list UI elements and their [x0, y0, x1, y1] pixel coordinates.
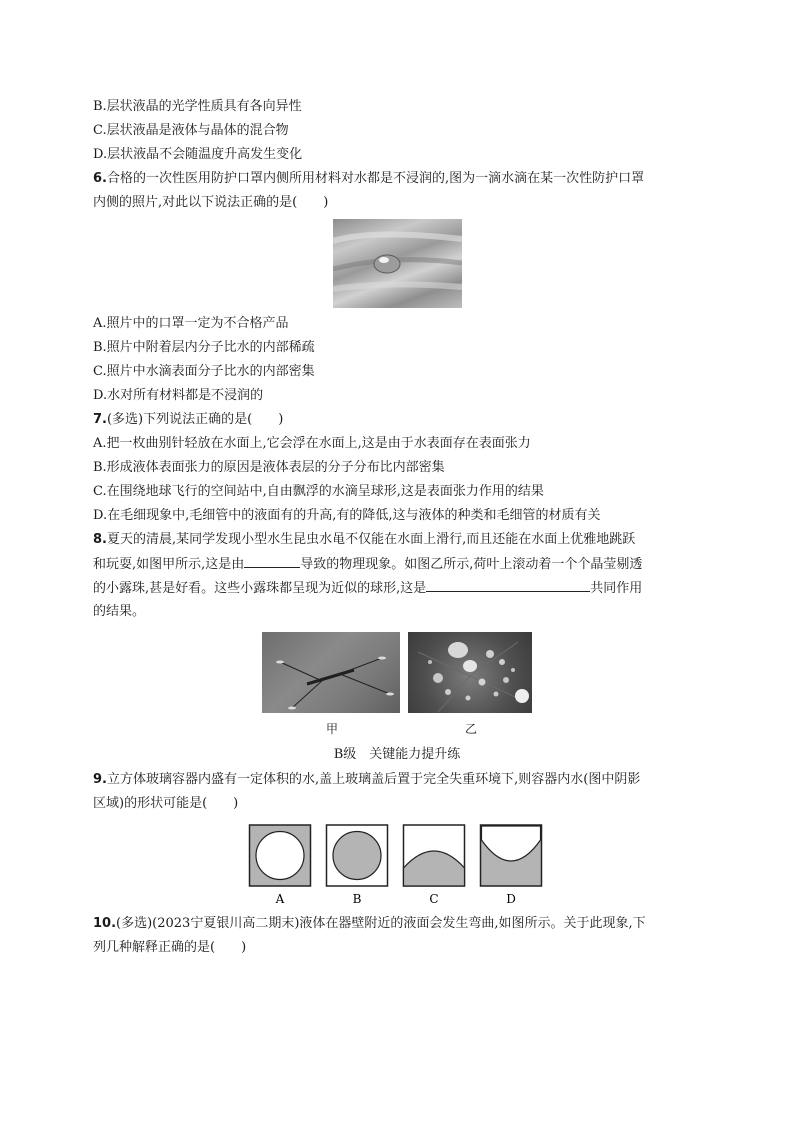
q9-number: 9. [93, 772, 107, 787]
q7-option-a: A.把一枚曲别针轻放在水面上,它会浮在水面上,这是由于水表面存在表面张力 [93, 436, 531, 451]
q9-option-c-shape [404, 825, 465, 886]
q7-option-b: B.形成液体表面张力的原因是液体表层的分子分布比内部密集 [93, 460, 445, 475]
q10-line1: 10.(多选)(2023宁夏银川高二期末)液体在器壁附近的液面会发生弯曲,如图所示。关于此现象,下 [93, 916, 646, 931]
q8-line2: 和玩耍,如图甲所示,这是由 导致的物理现象。如图乙所示,荷叶上滚动着一个个晶莹剔透 [93, 553, 642, 576]
q6-option-c: C.照片中水滴表面分子比水的内部密集 [93, 364, 315, 379]
q9-label-b: B [352, 892, 362, 906]
q8-blank-1[interactable] [244, 553, 300, 568]
q7-option-d: D.在毛细现象中,毛细管中的液面有的升高,有的降低,这与液体的种类和毛细管的材质有关 [93, 508, 601, 523]
q9-option-a-shape [250, 825, 311, 886]
q7-number: 7. [93, 412, 107, 427]
q9-option-d-shape [481, 825, 542, 886]
mask-water-drop-photo [333, 219, 462, 308]
q6-option-d: D.水对所有材料都是不浸润的 [93, 388, 264, 403]
q6-option-a: A.照片中的口罩一定为不合格产品 [93, 316, 289, 331]
q7-option-c: C.在围绕地球飞行的空间站中,自由飘浮的水滴呈球形,这是表面张力作用的结果 [93, 484, 544, 499]
q6-stem-line2: 内侧的照片,对此以下说法正确的是( ) [93, 195, 329, 210]
figure-caption-yi: 乙 [465, 722, 478, 736]
q8-blank-2[interactable] [426, 577, 590, 592]
q6-number: 6. [93, 171, 107, 186]
q7-stem: 7.(多选)下列说法正确的是( ) [93, 412, 284, 427]
q9-option-b-shape [327, 825, 388, 886]
q5-option-d: D.层状液晶不会随温度升高发生变化 [93, 147, 303, 162]
q8-line4: 的结果。 [93, 604, 146, 619]
q5-option-c: C.层状液晶是液体与晶体的混合物 [93, 123, 289, 138]
q8-line1: 8.夏天的清晨,某同学发现小型水生昆虫水黾不仅能在水面上滑行,而且还能在水面上优雅地跳跃 [93, 532, 636, 547]
lotus-leaf-dew-photo [408, 632, 532, 713]
section-heading-b: B级 关键能力提升练 [333, 747, 461, 762]
figure-caption-jia: 甲 [326, 722, 339, 736]
q5-option-b: B.层状液晶的光学性质具有各向异性 [93, 99, 302, 114]
q8-line3: 的小露珠,甚是好看。这些小露珠都呈现为近似的球形,这是 共同作用 [93, 577, 642, 600]
q9-label-a: A [275, 892, 285, 906]
q9-label-d: D [506, 892, 516, 906]
q6-stem-line1: 6.合格的一次性医用防护口罩内侧所用材料对水都是不浸润的,图为一滴水滴在某一次性防护口罩 [93, 171, 645, 186]
q8-number: 8. [93, 532, 107, 547]
q10-line2: 列几种解释正确的是( ) [93, 940, 247, 955]
q10-number: 10. [93, 916, 117, 931]
q9-line2: 区域)的形状可能是( ) [93, 796, 239, 811]
q9-label-c: C [429, 892, 439, 906]
q6-option-b: B.照片中附着层内分子比水的内部稀疏 [93, 340, 315, 355]
q9-line1: 9.立方体玻璃容器内盛有一定体积的水,盖上玻璃盖后置于完全失重环境下,则容器内水(图中阴影 [93, 772, 641, 787]
q9-options-figure [248, 822, 548, 908]
water-strider-photo [262, 632, 400, 713]
